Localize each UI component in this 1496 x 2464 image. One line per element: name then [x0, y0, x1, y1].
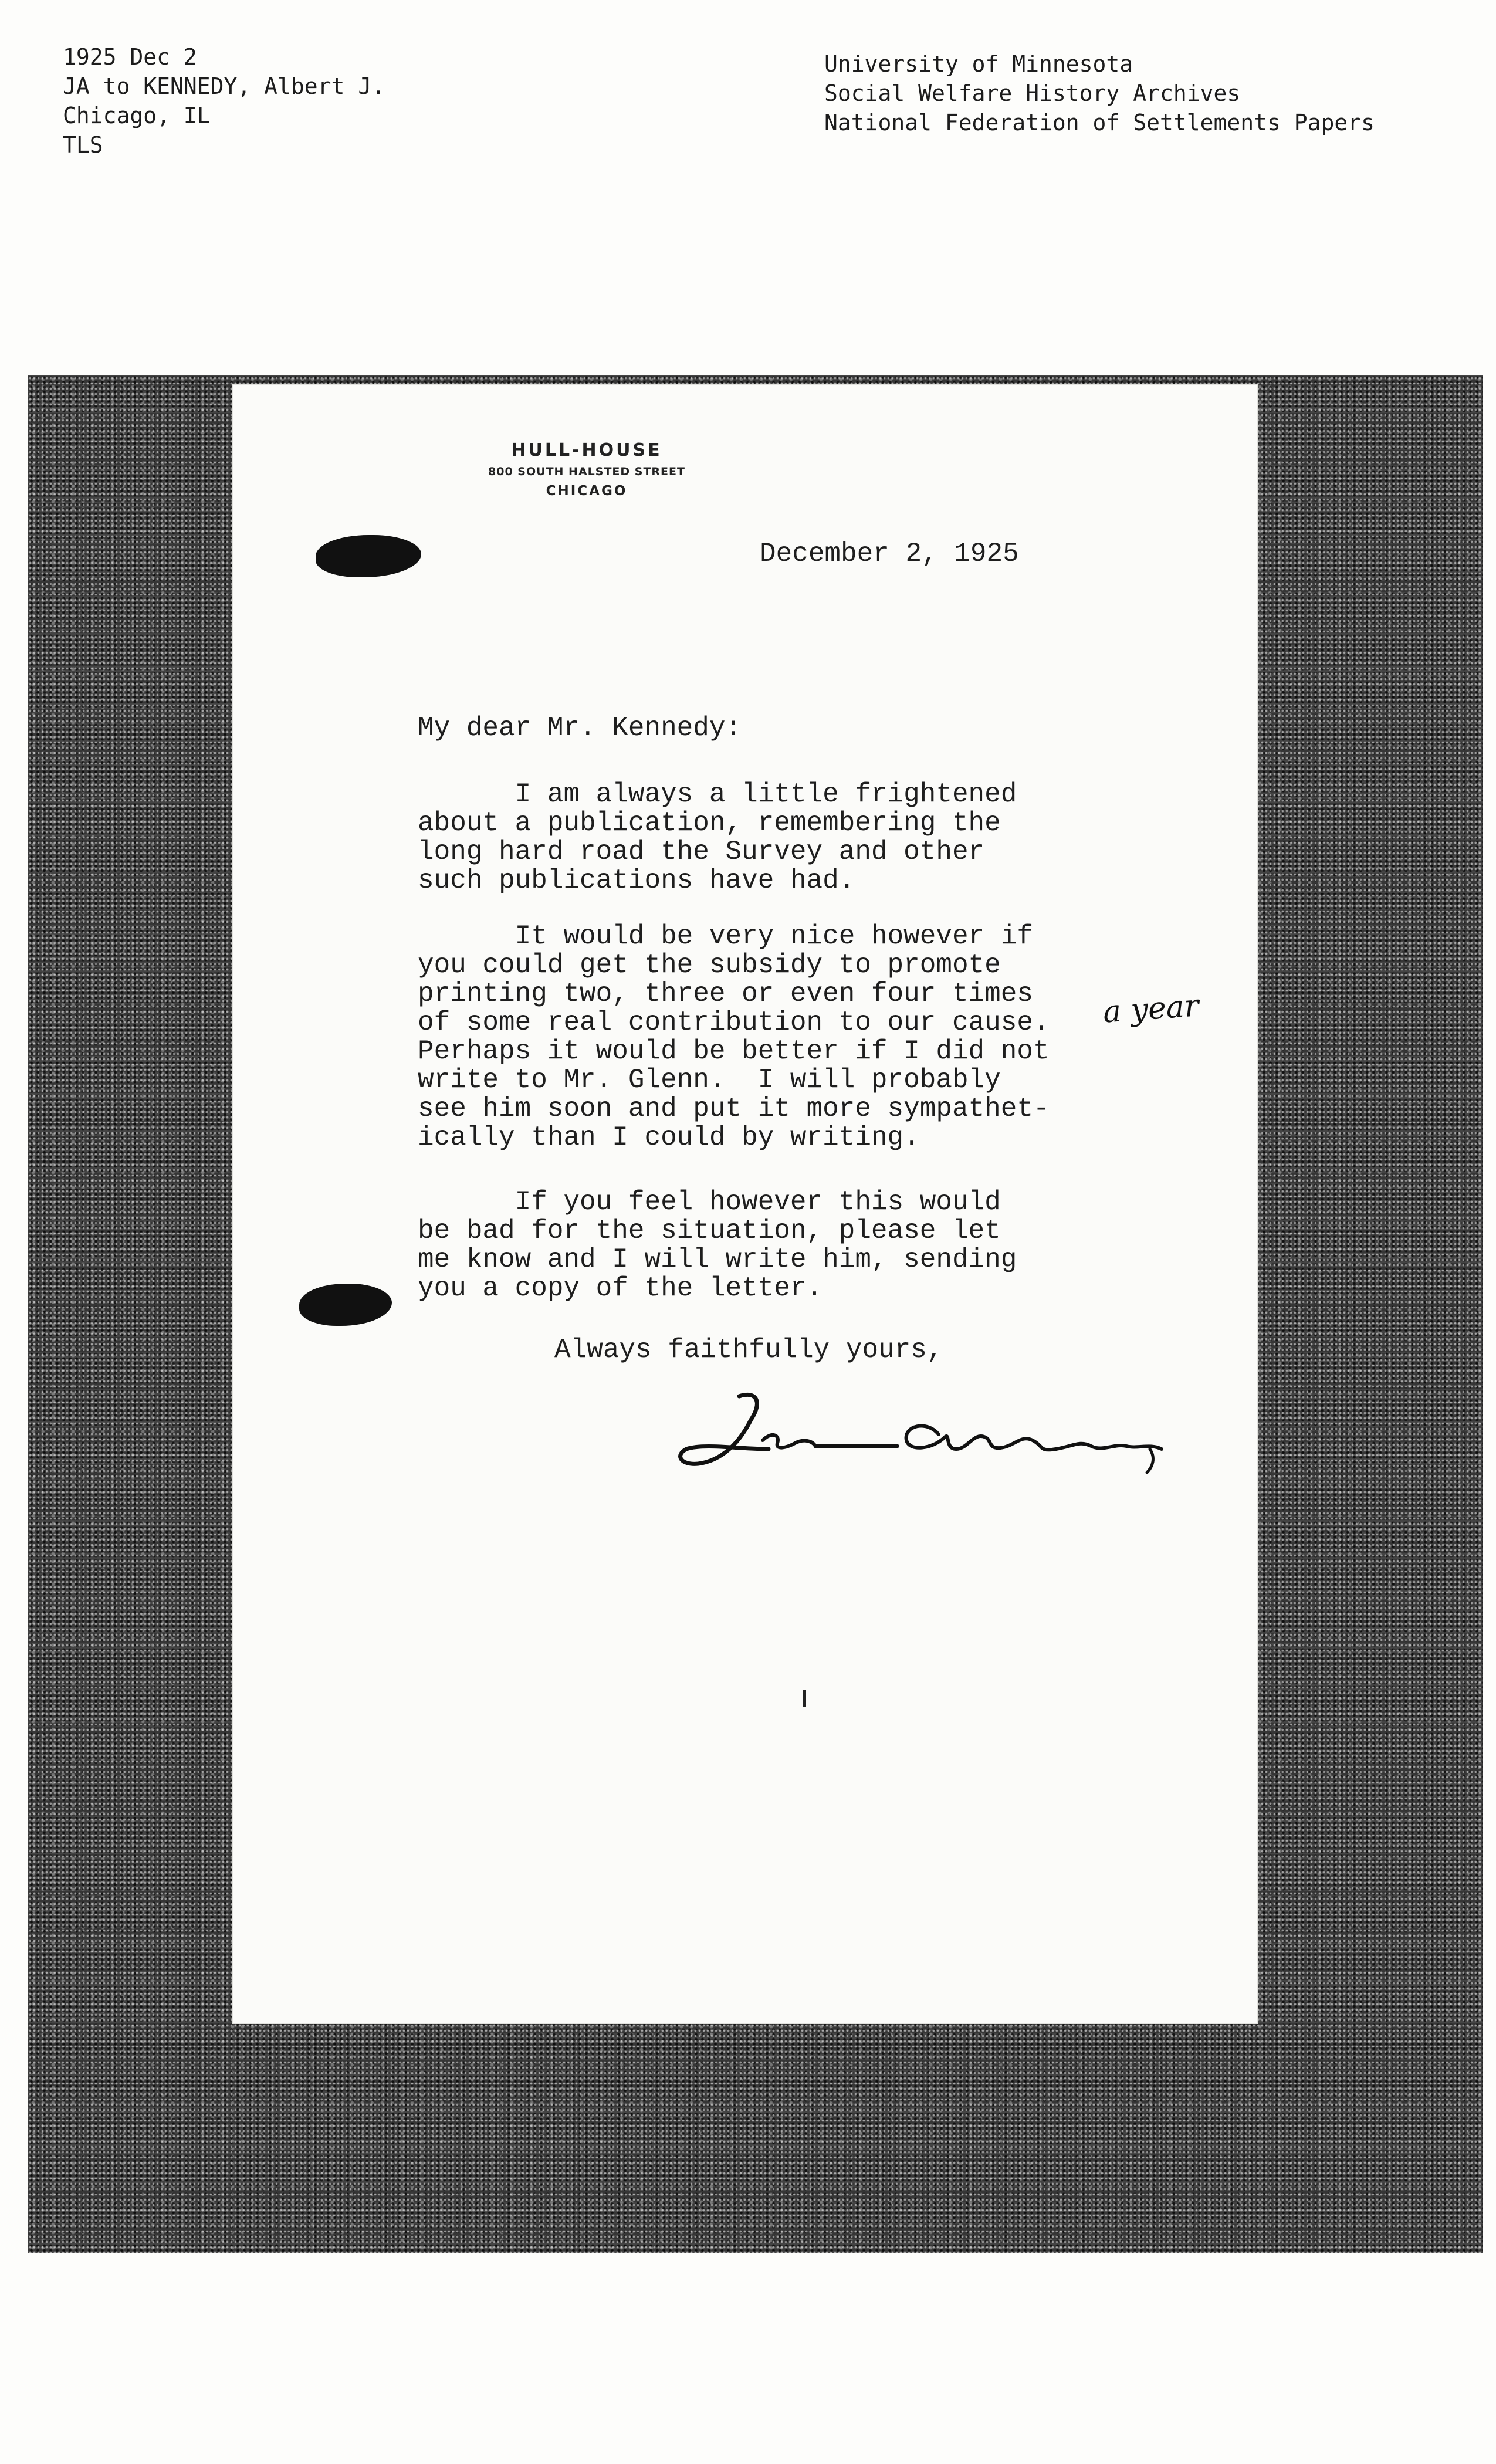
letter-paragraph: I am always a little frightened about a publication, remembering the long hard road the Survey and other such publications have had. [418, 779, 1017, 896]
letterhead-org: HULL-HOUSE [511, 440, 662, 461]
letter-paragraph: It would be very nice however if you could get the subsidy to promote printing two, three or even four times of some real contribution to our cause. Perhaps it would be better if I did not write to Mr. Glenn. I will probably see him soon and put it more sympathet- ically than I could by writing. [418, 921, 1050, 1153]
letterhead-street: 800 SOUTH HALSTED STREET [488, 465, 685, 478]
letter-closing: Always faithfully yours, [554, 1335, 943, 1365]
letterhead [440, 439, 733, 501]
source-archive: Social Welfare History Archives [824, 80, 1241, 106]
letter-date: December 2, 1925 [760, 539, 1019, 569]
handwritten-insert: a year [1102, 988, 1200, 1030]
archive-source-right [824, 49, 1375, 137]
citation-place: Chicago, IL [63, 103, 211, 128]
letter-paragraph: If you feel however this would be bad for the situation, please let me know and I will write him, sending you a copy of the letter. [418, 1187, 1017, 1304]
stray-mark [803, 1690, 806, 1707]
citation-date: 1925 Dec 2 [63, 44, 197, 70]
letterhead-city: CHICAGO [546, 483, 628, 499]
citation-type: TLS [63, 132, 103, 158]
citation-correspondents: JA to KENNEDY, Albert J. [63, 73, 385, 99]
source-collection: National Federation of Settlements Papers [824, 110, 1375, 136]
handwritten-signature [669, 1385, 1185, 1478]
letter-salutation: My dear Mr. Kennedy: [418, 713, 742, 743]
archive-citation-left [63, 42, 385, 160]
source-institution: University of Minnesota [824, 51, 1133, 77]
